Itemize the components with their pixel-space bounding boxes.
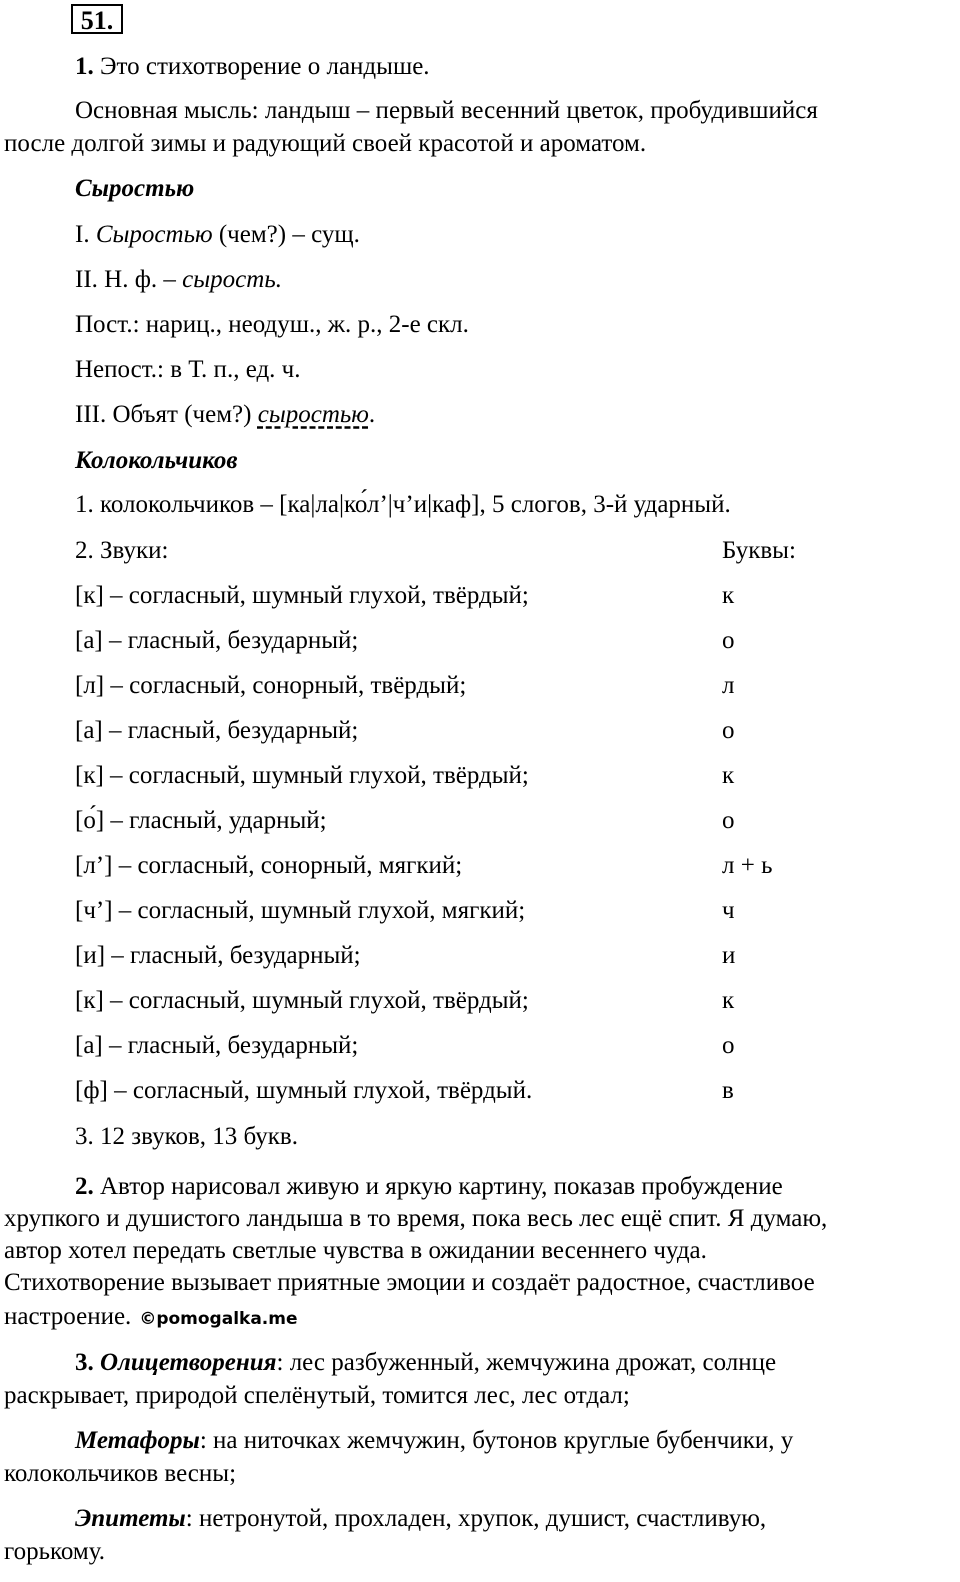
phon-summary: 3. 12 звуков, 13 букв. (75, 1123, 298, 1150)
morph-line5-post: . (368, 401, 376, 428)
part1-intro (75, 52, 430, 82)
main-idea-line1: Основная мысль: ландыш – первый весенний цветок, пробудившийся (75, 97, 818, 124)
letter-cell: к (722, 582, 735, 609)
phon-transcription: 1. колокольчиков – [ка|ла|ко́л’|ч’и|каф], 5 слогов, 3-й ударный. (75, 491, 731, 518)
morph-line5-word: сыростью (257, 401, 369, 428)
part2-line3: автор хотел передать светлые чувства в ожидании весеннего чуда. (4, 1237, 707, 1264)
part3-personif-line2: раскрывает, природой спелёнутый, томится лес, лес отдал; (4, 1382, 630, 1409)
part3-metaphor-line2: колокольчиков весны; (4, 1460, 237, 1487)
sound-row: [а] – гласный, безударный; (75, 627, 359, 654)
sound-row: [л] – согласный, сонорный, твёрдый; (75, 672, 467, 699)
part2-line5-text: настроение. (4, 1303, 132, 1330)
part2-line1 (75, 1172, 783, 1202)
metaphor-text1: : на ниточках жемчужин, бутонов круглые бубенчики, у (199, 1427, 794, 1454)
part1-intro-text: Это стихотворение о ландыше. (100, 53, 430, 80)
sound-row: [к] – согласный, шумный глухой, твёрдый; (75, 582, 529, 609)
part2-line1-text: Автор нарисовал живую и яркую картину, показав пробуждение (93, 1173, 783, 1200)
letters-header: Буквы: (722, 537, 796, 564)
morph-heading: Сыростью (75, 175, 195, 202)
part2-label: 2. (75, 1173, 94, 1200)
epithet-text1: : нетронутой, прохладен, хрупок, душист, счастливую, (185, 1505, 767, 1532)
morph-line1-pre: I. (75, 221, 96, 248)
letter-cell: ч (722, 897, 735, 924)
watermark: ©pomogalka.me (139, 1309, 298, 1329)
letter-cell: о (722, 627, 735, 654)
part2-line5 (4, 1302, 298, 1334)
sound-row: [о́] – гласный, ударный; (75, 807, 327, 834)
sound-row: [и] – гласный, безударный; (75, 942, 361, 969)
morph-line5-pre: III. Объят (чем?) (75, 401, 258, 428)
morph-line3: Пост.: нариц., неодуш., ж. р., 2-е скл. (75, 311, 469, 338)
sound-row: [ч’] – согласный, шумный глухой, мягкий; (75, 897, 526, 924)
morph-line2 (75, 265, 282, 295)
metaphor-term: Метафоры (75, 1427, 200, 1454)
part2-line4: Стихотворение вызывает приятные эмоции и создаёт радостное, счастливое (4, 1269, 815, 1296)
morph-line4: Непост.: в Т. п., ед. ч. (75, 356, 301, 383)
personif-term: Олицетворения (100, 1349, 277, 1376)
part3-personif-line1 (75, 1348, 776, 1378)
morph-line1-word: Сыростью (95, 221, 213, 248)
letter-cell: о (722, 807, 735, 834)
sound-row: [ф] – согласный, шумный глухой, твёрдый. (75, 1077, 533, 1104)
phon-heading: Колокольчиков (75, 447, 238, 474)
morph-line1 (75, 220, 360, 250)
task-number: 51. (71, 4, 123, 34)
part1-label: 1. (75, 53, 94, 80)
letter-cell: и (722, 942, 736, 969)
letter-cell: л (722, 672, 735, 699)
sounds-header: 2. Звуки: (75, 537, 169, 564)
part3-epithet-line2: горькому. (4, 1538, 106, 1565)
part3-metaphor-line1 (75, 1426, 793, 1456)
morph-line5 (75, 400, 375, 430)
letter-cell: к (722, 762, 735, 789)
letter-cell: о (722, 717, 735, 744)
part3-epithet-line1 (75, 1504, 766, 1534)
personif-text1: : лес разбуженный, жемчужина дрожат, солнце (276, 1349, 777, 1376)
morph-line2-word: сырость. (182, 266, 282, 293)
sound-row: [л’] – согласный, сонорный, мягкий; (75, 852, 463, 879)
sound-row: [а] – гласный, безударный; (75, 1032, 359, 1059)
letter-cell: в (722, 1077, 734, 1104)
letter-cell: о (722, 1032, 735, 1059)
sound-row: [а] – гласный, безударный; (75, 717, 359, 744)
sound-row: [к] – согласный, шумный глухой, твёрдый; (75, 762, 529, 789)
morph-line2-pre: II. Н. ф. – (75, 266, 183, 293)
main-idea-line2: после долгой зимы и радующий своей красотой и ароматом. (4, 130, 647, 157)
letter-cell: л + ь (722, 852, 773, 879)
sound-row: [к] – согласный, шумный глухой, твёрдый; (75, 987, 529, 1014)
epithet-term: Эпитеты (75, 1505, 186, 1532)
letter-cell: к (722, 987, 735, 1014)
part2-line2: хрупкого и душистого ландыша в то время, пока весь лес ещё спит. Я думаю, (4, 1205, 828, 1232)
part3-label: 3. (75, 1349, 94, 1376)
morph-line1-post: (чем?) – сущ. (212, 221, 360, 248)
